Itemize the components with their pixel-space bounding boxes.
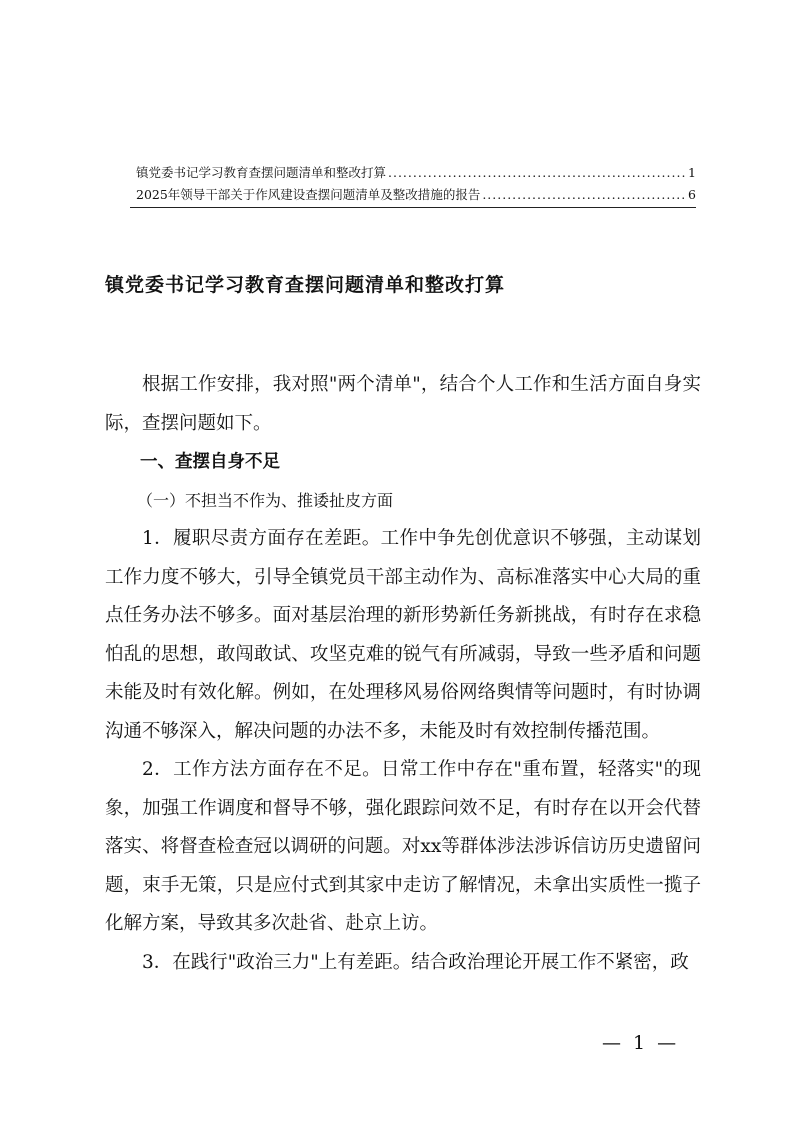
toc-entry-title: 2025年领导干部关于作风建设查摆问题清单及整改措施的报告 [136, 187, 481, 202]
toc-entry-page: 1 [688, 165, 696, 180]
intro-paragraph: 根据工作安排，我对照"两个清单"，结合个人工作和生活方面自身实际，查摆问题如下。 [105, 374, 701, 434]
document-title: 镇党委书记学习教育查摆问题清单和整改打算 [105, 274, 506, 296]
toc-entry-title: 镇党委书记学习教育查摆问题清单和整改打算 [136, 165, 387, 180]
toc-entry[interactable] [136, 184, 696, 206]
toc-entry[interactable] [136, 162, 696, 184]
page-number: — 1 — [602, 1032, 680, 1054]
toc-leader-dots [388, 162, 686, 184]
body-paragraph: 1．履职尽责方面存在差距。工作中争先创优意识不够强，主动谋划工作力度不够大，引导全镇党员干部主动作为、高标准落实中心大局的重点任务办法不够多。面对基层治理的新形势新任务新挑战，有时存在求稳怕乱的思想，敢闯敢试、攻坚克难的锐气有所减弱，导致一些矛盾和问题未能及时有效化解。例如，在处理移风易俗网络舆情等问题时，有时协调沟通不够深入，解决问题的办法不多，未能及时有效控制传播范围。 [105, 528, 701, 742]
toc-divider [130, 207, 696, 208]
subsection-heading: （一）不担当不作为、推诿扯皮方面 [137, 490, 394, 510]
body-paragraph: 3．在践行"政治三力"上有差距。结合政治理论开展工作不紧密，政 [142, 951, 689, 973]
toc-leader-dots [482, 184, 686, 206]
body-paragraph: 2．工作方法方面存在不足。日常工作中存在"重布置，轻落实"的现象，加强工作调度和督导不够，强化跟踪问效不足，有时存在以开会代替落实、将督查检查冠以调研的问题。对xx等群体涉法涉诉信访历史遗留问题，束手无策，只是应付式到其家中走访了解情况，未拿出实质性一揽子化解方案，导致其多次赴省、赴京上访。 [105, 759, 701, 934]
toc-entry-page: 6 [688, 187, 696, 202]
document-body [105, 366, 701, 982]
section-heading: 一、查摆自身不足 [140, 452, 280, 472]
table-of-contents [136, 162, 696, 206]
